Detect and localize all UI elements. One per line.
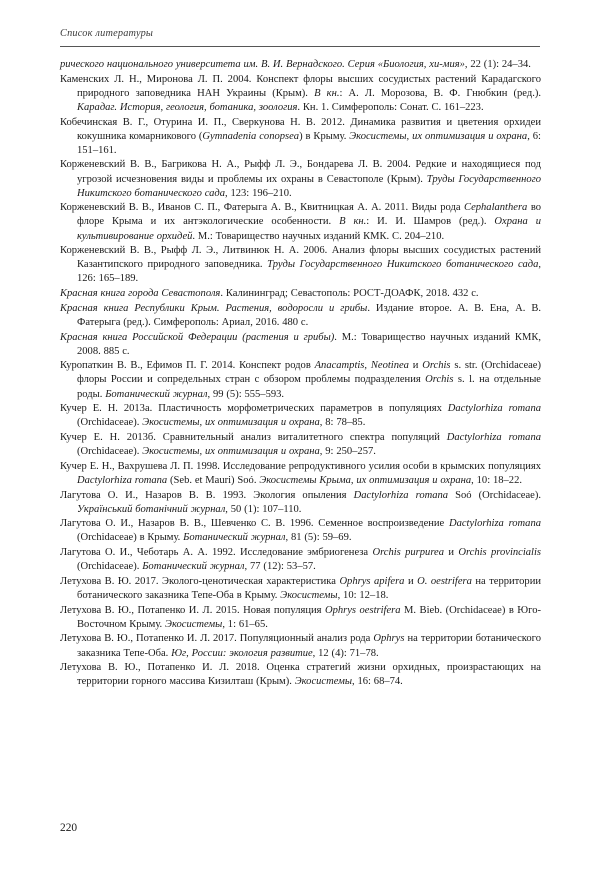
reference-list xyxy=(60,58,541,690)
reference-entry: Красная книга Российской Федерации (растения и грибы). М.: Товарищество научных изданий КМК, 2008. 885 с. xyxy=(60,331,541,357)
reference-entry: Кучер Е. Н. 2013б. Сравнительный анализ виталитетного спектра популяций Dactylorhiza romana (Orchidaceae). Экосистемы, их оптимизация и охрана, 9: 250–257. xyxy=(60,431,541,458)
reference-entry: Летухова В. Ю. 2017. Эколого-ценотическая характеристика Ophrys apifera и O. oestrifera на территории ботанического заказника Тепе-Оба в Крыму. Экосистемы, 10: 12–18. xyxy=(60,575,541,601)
reference-entry: Летухова В. Ю., Потапенко И. Л. 2015. Новая популяция Ophrys oestrifera M. Bieb. (Orchidaceae) в Юго-Восточном Крыму. Экосистемы, 1: 61–65. xyxy=(60,604,541,630)
reference-entry: Кучер Е. Н., Вахрушева Л. П. 1998. Исследование репродуктивного усилия особи в крымских популяциях Dactylorhiza romana (Seb. et Mauri) Soó. Экосистемы Крыма, их оптимизация и охрана, 10: 18–22. xyxy=(60,460,541,486)
reference-entry: Куропаткин В. В., Ефимов П. Г. 2014. Конспект родов Anacamptis, Neotinea и Orchis s. str. (Orchidaceae) флоры России и сопредельных стран с обзором проблемы подразделения Orchis s. l. на отдельные роды. Ботанический журнал, 99 (5): 555–593. xyxy=(60,360,541,400)
reference-entry: Красная книга города Севастополя. Калининград; Севастополь: РОСТ-ДОАФК, 2018. 432 с. xyxy=(60,288,479,300)
reference-entry: Корженевский В. В., Иванов С. П., Фатерыга А. В., Квитницкая А. А. 2011. Виды рода Cephalanthera во флоре Крыма и их антэкологические особенности. В кн.: И. И. Шамров (ред.). Охрана и культивирование орхидей. М.: Товарищество научных изданий КМК. С. 204–210. xyxy=(60,202,541,242)
reference-entry: Кучер Е. Н. 2013а. Пластичность морфометрических параметров в популяциях Dactylorhiza romana (Orchidaceae). Экосистемы, их оптимизация и охрана, 8: 78–85. xyxy=(60,403,541,429)
reference-entry: Летухова В. Ю., Потапенко И. Л. 2017. Популяционный анализ рода Ophrys на территории ботанического заказника Тепе-Оба. Юг, России: экология развитие, 12 (4): 71–78. xyxy=(60,633,541,659)
reference-entry: Корженевский В. В., Рыфф Л. Э., Литвинюк Н. А. 2006. Анализ флоры высших сосудистых растений Казантипского природного заповедника. Труды Государственного Никитского ботанического сада, 126: 165–189. xyxy=(60,245,541,285)
reference-entry: Кобечинская В. Г., Отурина И. П., Сверкунова Н. В. 2012. Динамика развития и цветения орхидеи кокушника комарникового (Gymnadenia conopsea) в Крыму. Экосистемы, их оптимизация и охрана, 6: 151–161. xyxy=(60,116,541,156)
reference-entry: рического национального университета им. В. И. Вернадского. Серия «Биология, хи-мия», 22 (1): 24–34. xyxy=(60,59,531,70)
reference-entry: Лагутова О. И., Назаров В. В., Шевченко С. В. 1996. Семенное воспроизведение Dactylorhiza romana (Orchidaceae) в Крыму. Ботанический журнал, 81 (5): 59–69. xyxy=(60,518,541,544)
reference-entry: Лагутова О. И., Чеботарь А. А. 1992. Исследование эмбриогенеза Orchis purpurea и Orchis provincialis (Orchidaceae). Ботанический журнал, 77 (12): 53–57. xyxy=(60,547,542,573)
header-rule xyxy=(60,46,540,47)
running-head: Список литературы xyxy=(60,28,154,39)
reference-entry: Каменских Л. Н., Миронова Л. П. 2004. Конспект флоры высших сосудистых растений Карадагского природного заповедника НАН Украины (Крым). В кн.: А. Л. Морозова, В. Ф. Гнюбкин (ред.). Карадаг. История, геология, ботаника, зоология. Кн. 1. Симферополь: Сонат. С. 161–223. xyxy=(60,73,542,113)
reference-entry: Корженевский В. В., Багрикова Н. А., Рыфф Л. Э., Бондарева Л. В. 2004. Редкие и находящиеся под угрозой исчезновения виды и проблемы их охраны в Севастополе (Крым). Труды Государственного Никитского ботанического сада, 123: 196–210. xyxy=(60,159,542,199)
page-number: 220 xyxy=(60,822,78,834)
reference-entry: Красная книга Республики Крым. Растения, водоросли и грибы. Издание второе. А. В. Ена, А. В. Фатерыга (ред.). Симферополь: Ариал, 2016. 480 с. xyxy=(60,302,541,328)
reference-entry: Лагутова О. И., Назаров В. В. 1993. Экология опыления Dactylorhiza romana Soó (Orchidaceae). Український ботанічний журнал, 50 (1): 107–110. xyxy=(60,489,541,515)
reference-entry: Летухова В. Ю., Потапенко И. Л. 2018. Оценка стратегий жизни орхидных, произрастающих на территории горного массива Кизилташ (Крым). Экосистемы, 16: 68–74. xyxy=(60,662,541,688)
